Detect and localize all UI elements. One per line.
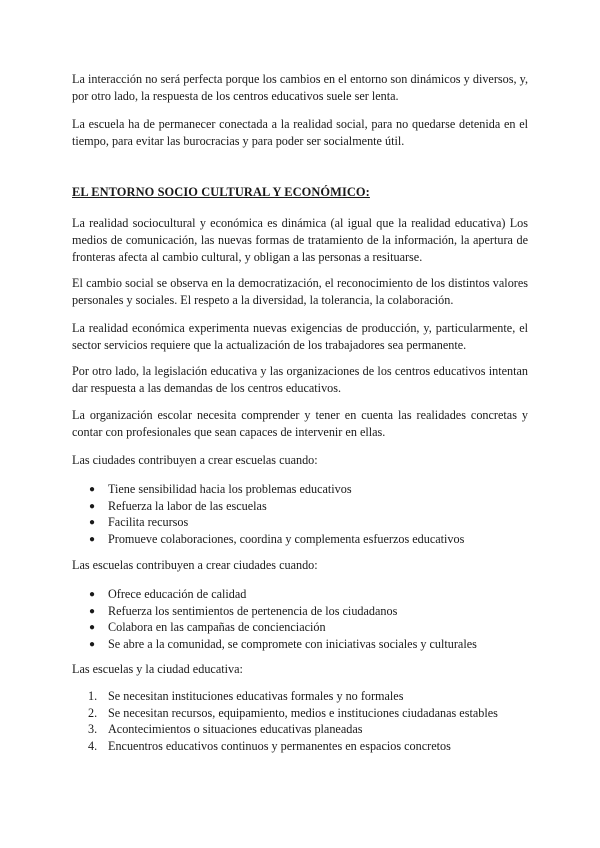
bullet-icon: ● [89, 484, 96, 495]
paragraph-cities-intro: Las ciudades contribuyen a crear escuelas cuando: [72, 453, 318, 467]
list-item: ● Ofrece educación de calidad [89, 587, 247, 601]
list-item: 2. Se necesitan recursos, equipamiento, medios e instituciones ciudadanas estables [88, 705, 498, 720]
bullet-icon: ● [89, 517, 96, 528]
cities-bullet-list [72, 481, 464, 547]
list-item: 4. Encuentros educativos continuos y permanentes en espacios concretos [88, 738, 451, 753]
list-number: 4. [88, 738, 98, 753]
bullet-icon: ● [89, 500, 96, 512]
paragraph-school-connected: La escuela ha de permanecer conectada a la realidad social, para no quedarse detenida en el tiempo, para evitar las burocracias y para poder ser socialmente útil. [72, 117, 528, 148]
section-heading: EL ENTORNO SOCIO CULTURAL Y ECONÓMICO: [72, 185, 370, 199]
paragraph-educational-city-intro: Las escuelas y la ciudad educativa: [72, 662, 243, 676]
list-item: ● Se abre a la comunidad, se compromete con iniciativas sociales y culturales [89, 636, 477, 651]
paragraph-social-change: El cambio social se observa en la democratización, el reconocimiento de los distintos valores personales y sociales. El respeto a la diversidad, la tolerancia, la colaboración. [72, 276, 528, 307]
paragraph-school-organization: La organización escolar necesita comprender y tener en cuenta las realidades concretas y contar con profesionales que sean capaces de intervenir en ellas. [72, 408, 528, 439]
list-item: ● Facilita recursos [89, 515, 189, 529]
educational-city-numbered-list [72, 688, 498, 754]
bullet-icon: ● [89, 533, 96, 545]
list-item: ● Tiene sensibilidad hacia los problemas educativos [89, 482, 352, 496]
paragraph-interaction: La interacción no será perfecta porque los cambios en el entorno son dinámicos y diversos, y, por otro lado, la respuesta de los centros educativos suele ser lenta. [72, 72, 528, 103]
list-item: ● Refuerza los sentimientos de pertenencia de los ciudadanos [89, 603, 398, 618]
paragraph-schools-intro: Las escuelas contribuyen a crear ciudades cuando: [72, 558, 318, 572]
bullet-icon: ● [89, 638, 96, 650]
bullet-icon: ● [89, 589, 96, 600]
schools-bullet-list [72, 586, 477, 652]
list-item: 1. Se necesitan instituciones educativas formales y no formales [88, 689, 404, 703]
list-number: 2. [88, 705, 98, 720]
list-item: ● Promueve colaboraciones, coordina y complementa esfuerzos educativos [89, 531, 465, 546]
bullet-icon: ● [89, 622, 96, 633]
paragraph-sociocultural-reality: La realidad sociocultural y económica es dinámica (al igual que la realidad educativa) Los medios de comunicación, las nuevas formas de tratamiento de la información, la apertura de fronteras afecta al cambio cultural, y obligan a las personas a resituarse. [72, 216, 528, 264]
paragraph-economic-reality: La realidad económica experimenta nuevas exigencias de producción, y, particularmente, el sector servicios requiere que la actualización de los trabajadores sea permanente. [72, 321, 528, 352]
list-item: 3. Acontecimientos o situaciones educativas planeadas [88, 722, 363, 736]
bullet-icon: ● [89, 605, 96, 617]
list-number: 3. [88, 722, 98, 736]
list-item: ● Refuerza la labor de las escuelas [89, 498, 267, 513]
paragraph-legislation: Por otro lado, la legislación educativa y las organizaciones de los centros educativos intentan dar respuesta a las demandas de los centros educativos. [72, 364, 528, 395]
list-item: ● Colabora en las campañas de concienciación [89, 620, 326, 634]
list-number: 1. [88, 689, 98, 703]
